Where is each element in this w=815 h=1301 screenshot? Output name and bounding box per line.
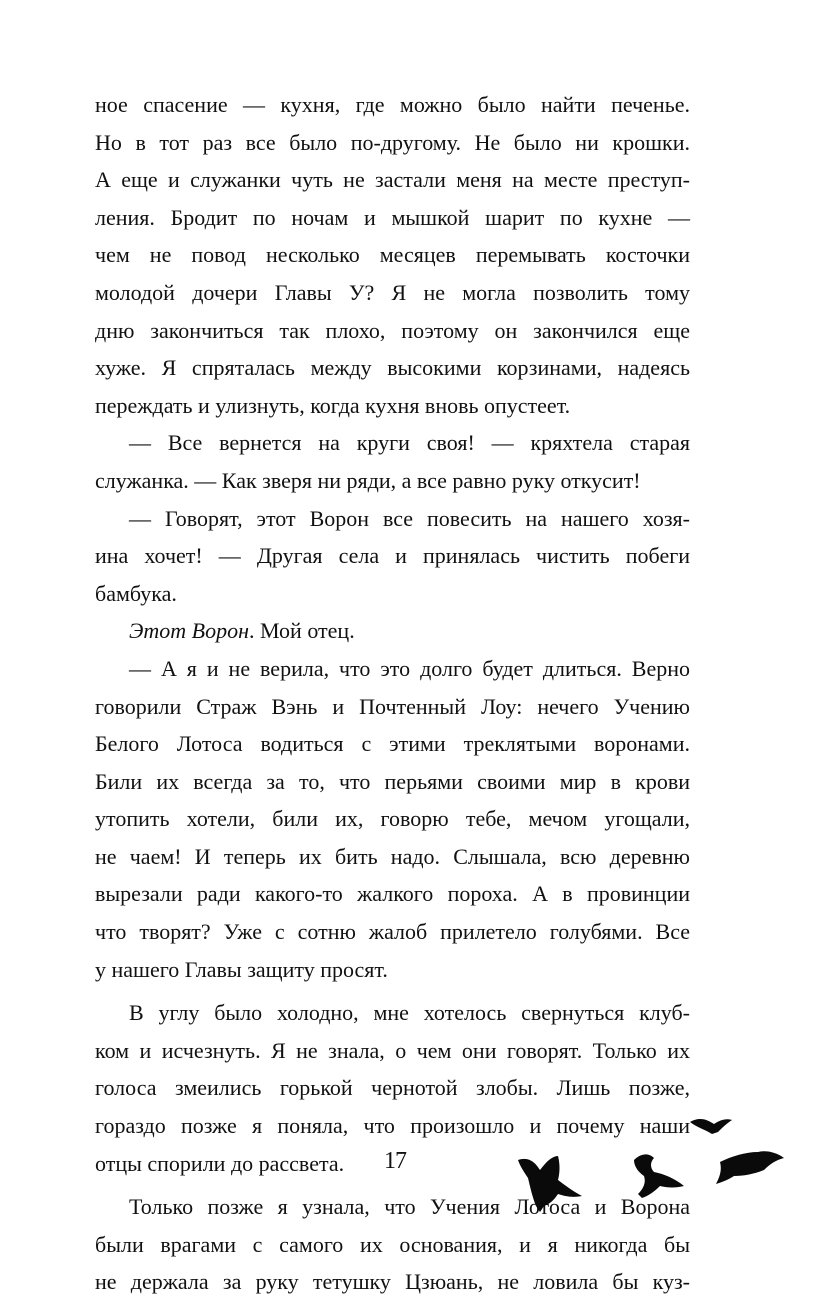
text-line: не держала за руку тетушку Цзюань, не ловила бы куз- (95, 1269, 690, 1295)
text-line: переждать и улизнуть, когда кухня вновь опустеет. (95, 392, 571, 418)
text-line: говорили Страж Вэнь и Почтенный Лоу: нечего Учению (95, 693, 690, 719)
italic-phrase: Этот Ворон (129, 618, 250, 644)
text-line: гораздо позже я поняла, что произошло и почему наши (95, 1113, 690, 1139)
text-line: что творят? Уже с сотню жалоб прилетело голубями. Все (95, 919, 690, 945)
text-line: А еще и служанки чуть не застали меня на месте преступ- (95, 167, 690, 193)
text-line: голоса змеились горькой чернотой злобы. Лишь позже, (95, 1075, 690, 1101)
text-line: ное спасение — кухня, где можно было найти печенье. (95, 92, 690, 117)
crow-large-icon (518, 1156, 582, 1212)
text-line: были врагами с самого их основания, и я никогда бы (95, 1231, 690, 1257)
text-line: Били их всегда за то, что перьями своими мир в крови (95, 768, 690, 794)
text-line: Белого Лотоса водиться с этими треклятыми воронами. (95, 731, 690, 757)
text-line: молодой дочери Главы У? Я не могла позволить тому (95, 279, 690, 305)
crow-middle-icon (634, 1154, 684, 1198)
crows-icon (500, 1100, 800, 1220)
text-line: — Все вернется на круги своя! — кряхтела старая (129, 430, 690, 456)
text-line: хуже. Я спряталась между высокими корзинами, надеясь (95, 355, 690, 381)
page-number: 17 (384, 1148, 406, 1174)
crow-right-icon (716, 1151, 784, 1184)
text-line: служанка. — Как зверя ни ряди, а все равно руку откусит! (95, 467, 641, 493)
text-line: утопить хотели, били их, говорю тебе, мечом угощали, (95, 806, 690, 832)
text-line: ина хочет! — Другая села и принялась чистить побеги (95, 543, 690, 569)
text-line: ком и исчезнуть. Я не знала, о чем они говорят. Только их (95, 1037, 690, 1063)
crow-small-icon (690, 1119, 732, 1134)
text-line: ления. Бродит по ночам и мышкой шарит по кухне — (95, 204, 690, 230)
text-line: вырезали ради какого-то жалкого пороха. А в провинции (95, 881, 690, 907)
text-line: — Говорят, этот Ворон все повесить на нашего хозя- (129, 505, 690, 531)
text-line: у нашего Главы защиту просят. (95, 956, 388, 982)
text-line: бамбука. (95, 580, 177, 606)
text-line: не чаем! И теперь их бить надо. Слышала, всю деревню (95, 843, 690, 869)
text-line: чем не повод несколько месяцев перемывать косточки (95, 242, 690, 268)
text-line: отцы спорили до рассвета. (95, 1150, 345, 1176)
text-line: Но в тот раз все было по-другому. Не было ни крошки. (95, 129, 690, 155)
text-line: Только позже я узнала, что Учения Лотоса и Ворона (129, 1194, 690, 1220)
text-line (95, 612, 690, 650)
text-line: дню закончиться так плохо, поэтому он закончился еще (95, 317, 690, 343)
text-line: В углу было холодно, мне хотелось свернуться клуб- (129, 1000, 690, 1026)
text-line: — А я и не верила, что это долго будет длиться. Верно (129, 655, 690, 681)
text-fragment: . Мой отец. (249, 618, 355, 644)
